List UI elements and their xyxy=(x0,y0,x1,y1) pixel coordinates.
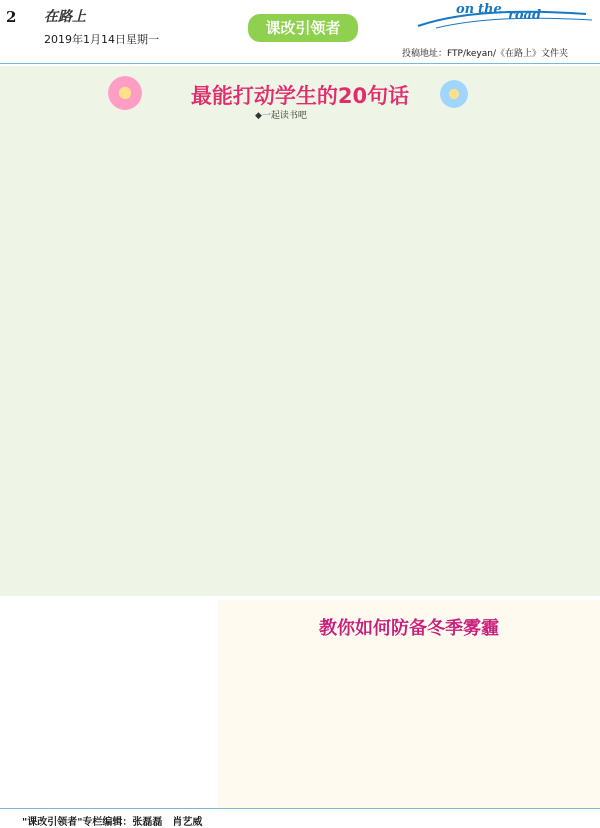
article-column-1 xyxy=(224,640,406,802)
article-column-2 xyxy=(412,640,594,802)
publication-name: 在路上 xyxy=(44,9,86,25)
page-number: 2 xyxy=(6,8,17,26)
article-column-3 xyxy=(398,124,592,554)
publication-date: 2019年1月14日星期一 xyxy=(44,33,159,46)
column-title: 课改引领者 xyxy=(248,14,358,42)
article-byline: ◆一起读书吧 xyxy=(255,111,307,121)
article-title: 教你如何防备冬季雾霾 xyxy=(319,618,499,639)
page-footer xyxy=(0,808,600,828)
article-column-1 xyxy=(8,124,216,828)
article-winter-smog xyxy=(218,600,600,810)
article-column-2 xyxy=(222,124,392,576)
logo-word-road: road xyxy=(508,8,542,23)
logo-word-on: on xyxy=(456,2,475,17)
swoosh-icon xyxy=(416,2,596,30)
logo-word-the: the xyxy=(478,2,502,17)
article-twenty-sentences xyxy=(0,66,600,596)
page-header xyxy=(0,0,600,64)
column-editors: "课改引领者"专栏编辑：张磊磊 肖艺威 xyxy=(22,817,203,828)
on-the-road-logo xyxy=(416,2,596,30)
submission-address: 投稿地址：FTP/keyan/《在路上》文件夹 xyxy=(402,49,568,59)
article-title: 最能打动学生的20句话 xyxy=(190,84,410,108)
